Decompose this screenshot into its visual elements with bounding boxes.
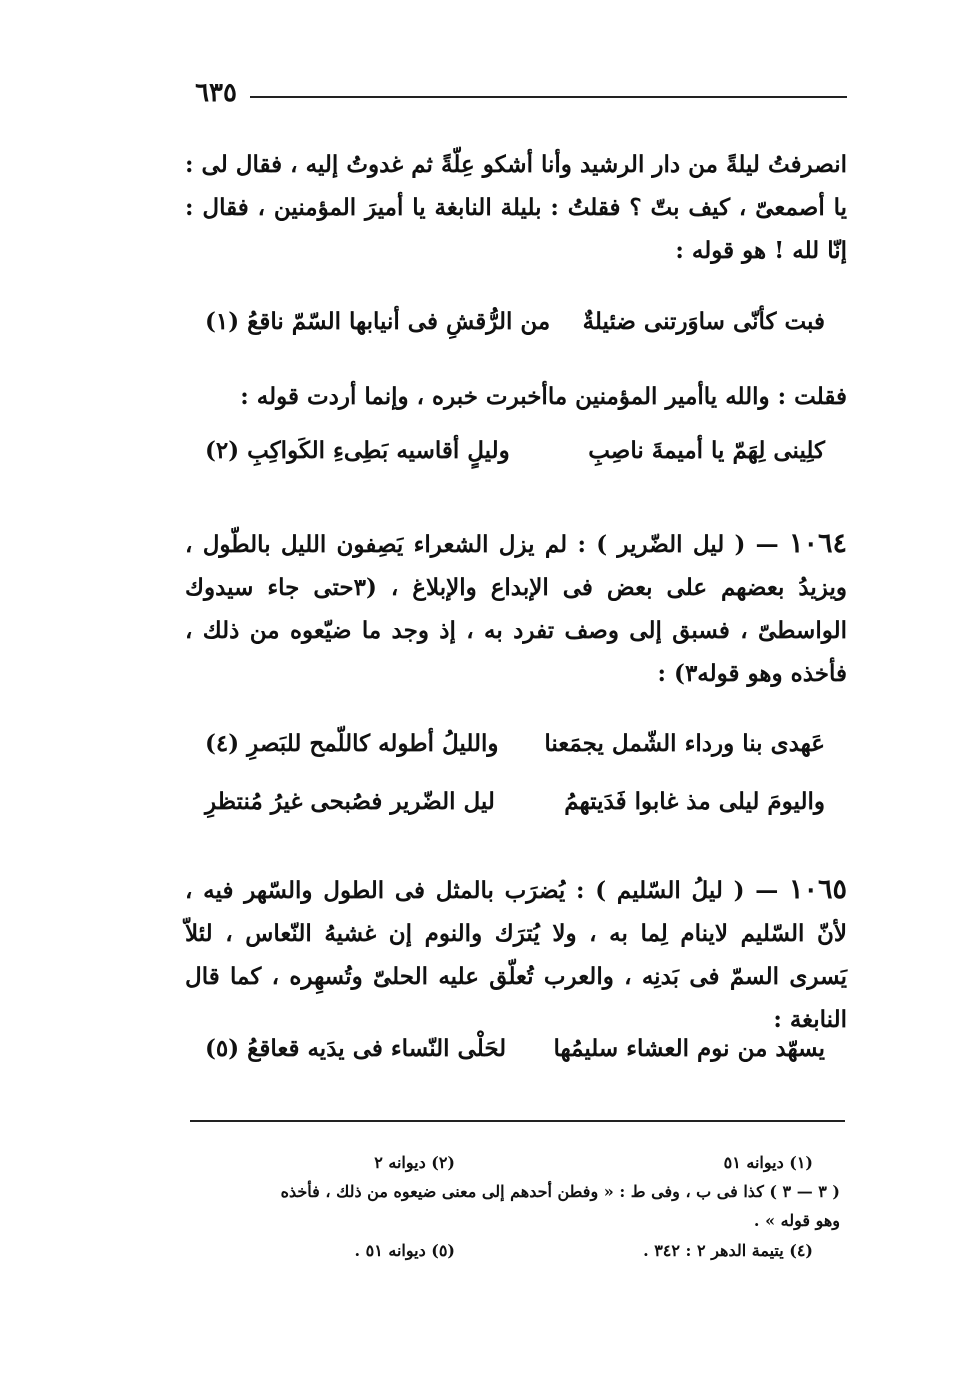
footnote-rule — [190, 1120, 845, 1122]
entry-number: ١٠٦٥ — [789, 874, 848, 905]
verse-line — [185, 1035, 825, 1079]
verse-second-hemistich: ليل الضّرير فصُبحى غيرُ مُنتظرِ — [205, 788, 495, 815]
footnote-4: (٤) يتيمة الدهر ٢ : ٣٤٢ . — [643, 1241, 813, 1260]
entry-1065 — [185, 868, 847, 1041]
entry-text: — ( ليلُ السّليم ) : يُضرَب بالمثل فى الطول والسّهر فيه ، لأنّ السّليم لاينام لِما به ، ولا يُترَك والنوم إن غشيهُ النّعاس ، لئلاّ يَسرى السمّ فى بَدنِه ، والعرب تُعلّق عليه الحلىّ وتُسهِره ، كما قال النابغة : — [185, 877, 847, 1033]
footnote-5: (٥) ديوانه ٥١ . — [354, 1241, 455, 1260]
verse-first-hemistich: كلِينى لِهَمّ يا أميمةَ ناصِبِ — [588, 437, 825, 464]
verse-line — [185, 437, 825, 481]
entry-1064 — [185, 522, 847, 695]
verse-line — [185, 308, 825, 352]
paragraph-reply: فقلت : والله ياأمير المؤمنين ماأخبرت خبره ، وإنما أردت قوله : — [240, 383, 847, 410]
verse-first-hemistich: واليومَ ليلى مذ غابوا فَدَيتهمُ — [564, 788, 825, 815]
footnote-2: (٢) ديوانه ٢ — [374, 1153, 455, 1172]
footnote-1: (١) ديوانه ٥١ — [723, 1153, 813, 1172]
verse-first-hemistich: فبت كأنّى ساوَرتنى ضئيلةٌ — [582, 308, 825, 335]
verse-line — [185, 788, 825, 832]
entry-text: — ( ليل الضّرير ) : لم يزل الشعراء يَصِفون الليل بالطّول ، ويزيدُ بعضهم على بعض فى الإبداع والإبلاغ ، (٣حتى جاء سيدوك الواسطىّ ، فسبق إلى وصف تفرد به ، إذ وجد ما ضيّعوه من ذلك ، فأخذه وهو قوله٣) : — [185, 531, 847, 687]
verse-second-hemistich: والليلُ أطوله كاللّمح للبَصرِ (٤) — [205, 730, 499, 757]
header-rule — [250, 96, 847, 98]
entry-number: ١٠٦٤ — [788, 528, 847, 559]
verse-second-hemistich: وليلٍ أقاسيه بَطِىءِ الكَواكِبِ (٢) — [205, 437, 510, 464]
page-number: ٦٣٥ — [195, 78, 237, 108]
verse-first-hemistich: يسهّد من نوم العشاء سليمُها — [553, 1035, 825, 1062]
paragraph-intro: انصرفتُ ليلةً من دار الرشيد وأنا أشكو عِلّةً ثم غدوتُ إليه ، فقال لى : يا أصمعىّ ، كيف بتّ ؟ فقلتُ : بليلة النابغة يا أميرَ المؤمنين ، فقال : إنّا لله ! هو قوله : — [185, 151, 847, 264]
verse-first-hemistich: عَهدى بنا ورداء الشّمل يجمَعنا — [544, 730, 825, 757]
verse-second-hemistich: لحَلْى النّساء فى يدَيه قعاقعُ (٥) — [205, 1035, 507, 1062]
verse-second-hemistich: من الرُّقشِ فى أنيابها السّمّ ناقعُ (١) — [205, 308, 551, 335]
verse-line — [185, 730, 825, 774]
footnote-3-continued: وهو قوله » . — [753, 1211, 840, 1230]
footnote-3: ( ٣ — ٣ ) كذا فى ب ، وفى ط : « وفطن أحدهم إلى معنى ضيعوه من ذلك ، فأخذه — [280, 1182, 840, 1201]
page-header — [185, 78, 847, 108]
